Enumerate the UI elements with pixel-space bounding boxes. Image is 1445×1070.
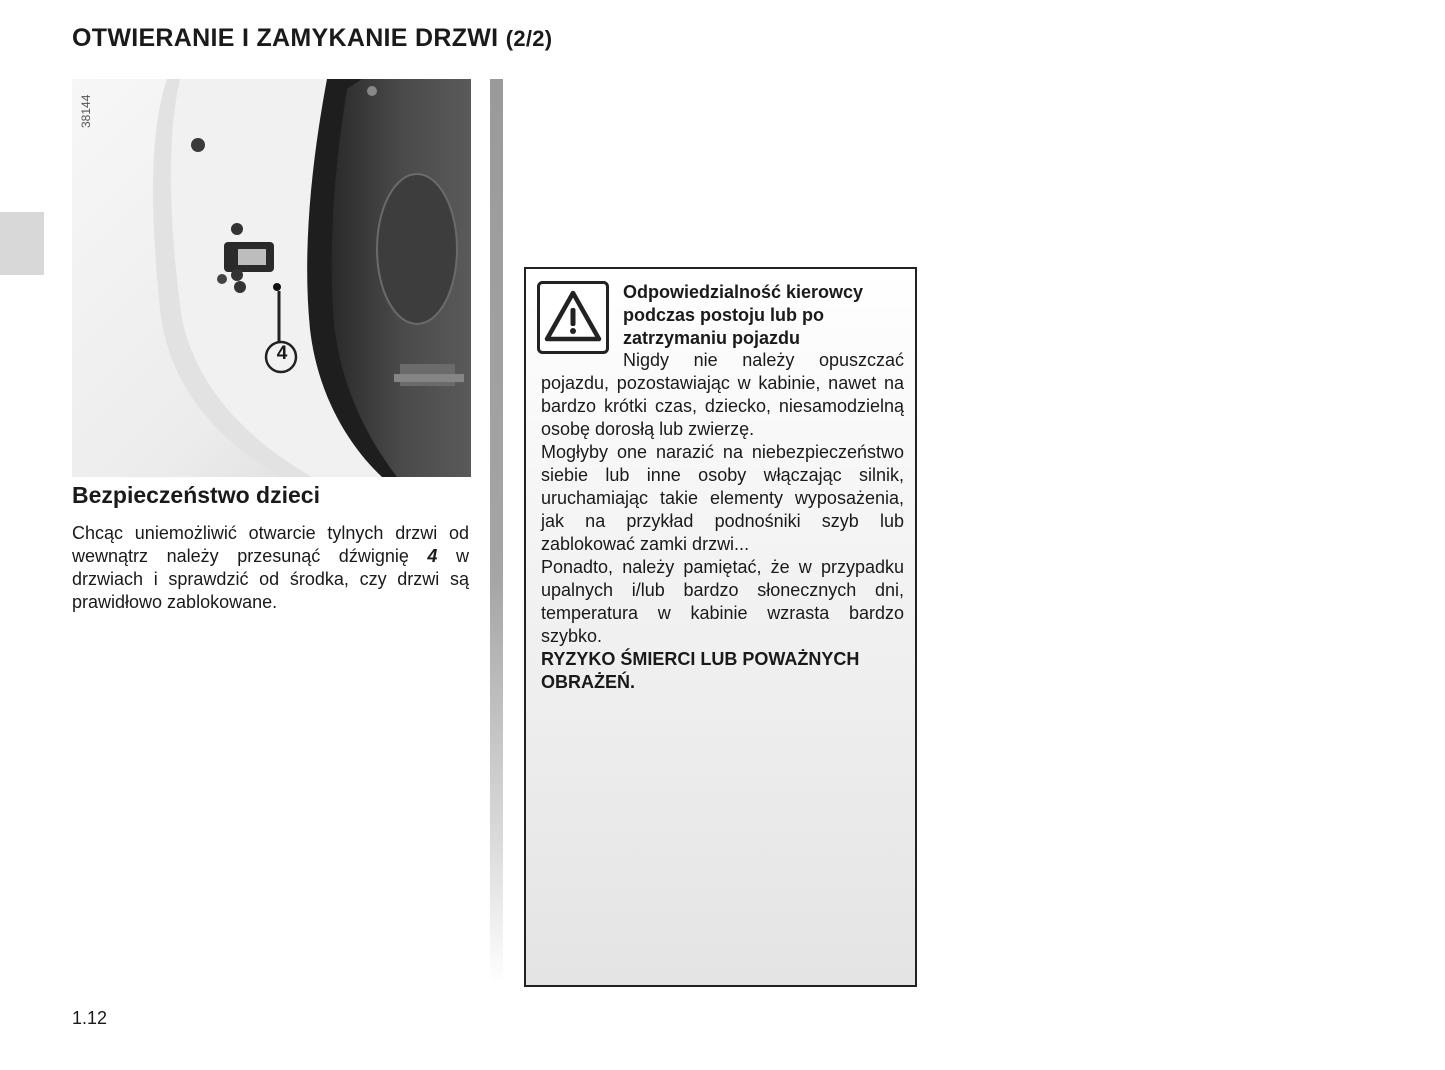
section-body bbox=[72, 522, 469, 614]
door-lock-illustration bbox=[72, 79, 471, 477]
warning-body bbox=[541, 349, 904, 648]
warning-paragraph-3: Ponadto, należy pamiętać, że w przypadku upalnych i/lub bardzo słonecznych dni, temperatura w kabinie wzrasta bardzo szybko. bbox=[541, 557, 904, 646]
chapter-tab bbox=[0, 212, 44, 275]
warning-heading: Odpowiedzialność kierowcy podczas postoju lub po zatrzymaniu pojazdu bbox=[623, 282, 864, 348]
page-title-suffix: (2/2) bbox=[505, 26, 553, 51]
section-body-start: Chcąc uniemożliwić otwarcie tylnych drzwi od wewnątrz należy przesunąć dźwignię bbox=[72, 523, 469, 566]
section-body-end: w drzwiach i sprawdzić od środka, czy drzwi są prawidłowo zablokowane. bbox=[72, 546, 470, 612]
page-title bbox=[72, 24, 552, 53]
callout-label-4: 4 bbox=[276, 343, 288, 364]
warning-paragraph-2: Mogłyby one narazić na niebezpieczeństwo siebie lub inne osoby włączając silnik, uruchamiając takie elementy wyposażenia, jak na przykład podnośniki szyb lub zablokować zamki drzwi... bbox=[541, 442, 904, 554]
column-divider bbox=[490, 79, 503, 984]
warning-triangle-icon bbox=[537, 281, 609, 354]
warning-risk-statement: RYZYKO ŚMIERCI LUB POWAŻNYCH OBRAŻEŃ. bbox=[541, 649, 860, 692]
section-title: Bezpieczeństwo dzieci bbox=[72, 482, 320, 508]
warning-paragraph-1: Nigdy nie należy opuszczać pojazdu, pozostawiając w kabinie, nawet na bardzo krótki czas, dziecko, niesamodzielną osobę dorosłą lub zwierzę. bbox=[541, 350, 904, 439]
door-lock-photo bbox=[72, 79, 471, 477]
figure-reference-number: 38144 bbox=[79, 94, 93, 128]
page-title-text: OTWIERANIE I ZAMYKANIE DRZWI bbox=[72, 24, 499, 52]
lever-reference: 4 bbox=[427, 546, 438, 566]
page-number: 1.12 bbox=[72, 1008, 108, 1028]
